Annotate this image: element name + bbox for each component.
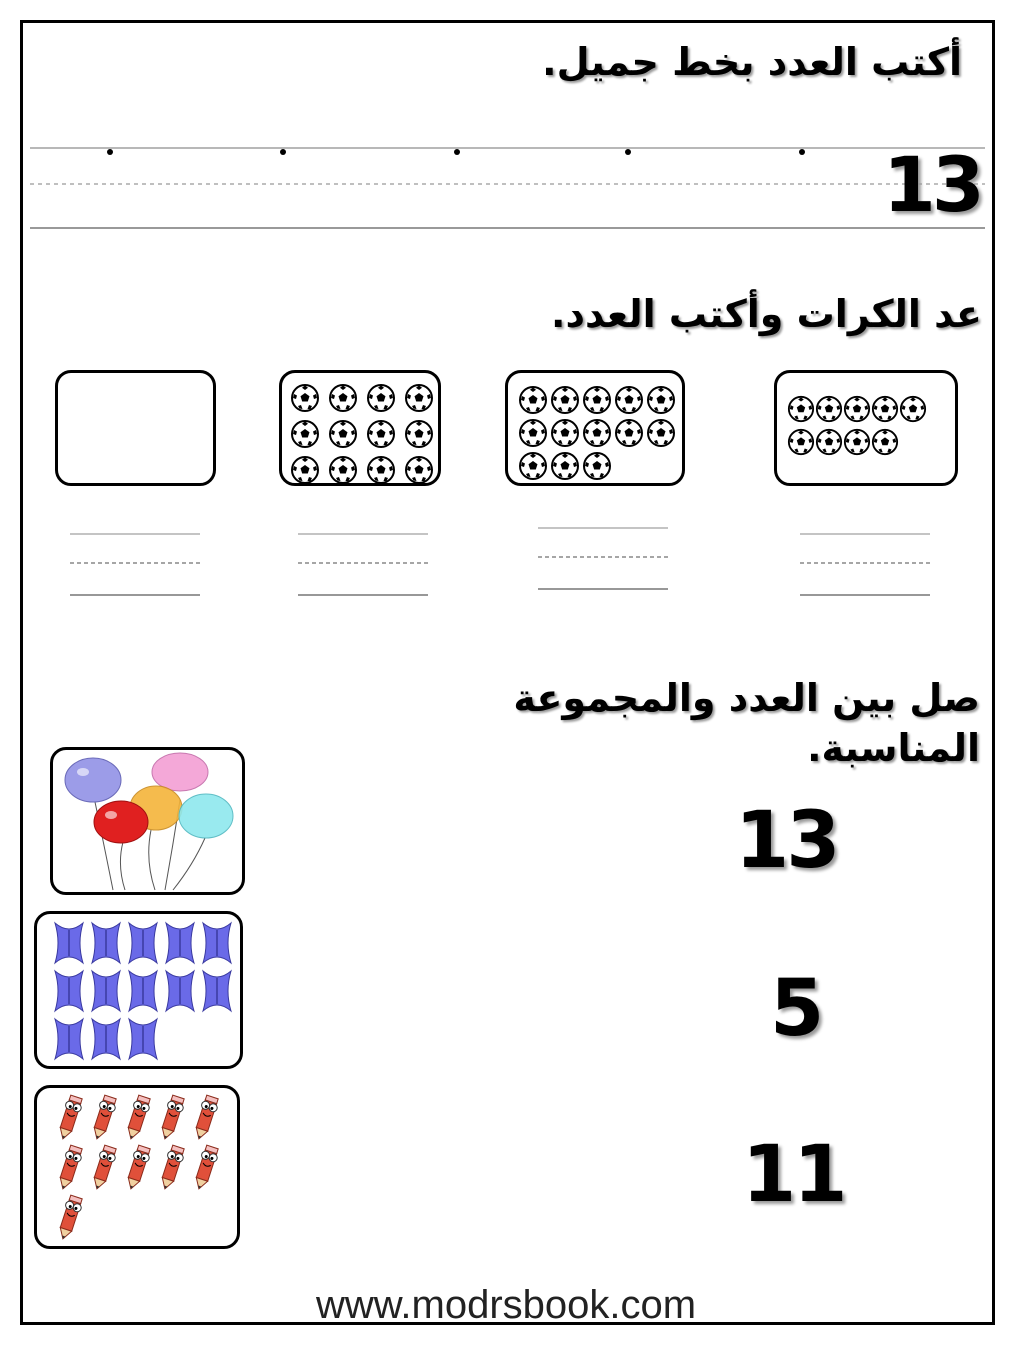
soccer-ball-icon	[815, 428, 843, 460]
website-footer: www.modrsbook.com	[315, 1283, 697, 1327]
pencils-group-box[interactable]	[34, 1085, 240, 1249]
pencil-icon	[189, 1092, 223, 1146]
bow-icon	[125, 920, 161, 970]
soccer-ball-icon	[328, 383, 358, 417]
soccer-ball-icon	[815, 395, 843, 427]
section2-title: عد الكرات وأكتب العدد.	[551, 292, 982, 336]
pencil-icon	[155, 1142, 189, 1196]
bow-icon	[125, 968, 161, 1018]
ball-group-box	[279, 370, 441, 486]
pencil-icon	[87, 1142, 121, 1196]
soccer-ball-icon	[404, 419, 434, 453]
soccer-ball-icon	[550, 418, 580, 452]
soccer-ball-icon	[614, 385, 644, 419]
answer-writing-lines[interactable]	[70, 528, 200, 598]
bow-icon	[51, 968, 87, 1018]
soccer-ball-icon	[290, 419, 320, 453]
pencil-icon	[155, 1092, 189, 1146]
bow-icon	[88, 1016, 124, 1066]
pencil-icon	[189, 1142, 223, 1196]
soccer-ball-icon	[518, 418, 548, 452]
soccer-ball-icon	[366, 419, 396, 453]
pencil-icon	[53, 1092, 87, 1146]
pencil-icon	[53, 1142, 87, 1196]
soccer-ball-icon	[646, 418, 676, 452]
bow-icon	[199, 920, 235, 970]
soccer-ball-icon	[366, 455, 396, 489]
match-number-1[interactable]: 13	[735, 796, 838, 886]
soccer-ball-icon	[787, 428, 815, 460]
bow-icon	[162, 968, 198, 1018]
soccer-ball-icon	[404, 455, 434, 489]
bow-icon	[162, 920, 198, 970]
bow-icon	[125, 1016, 161, 1066]
answer-writing-lines[interactable]	[298, 528, 428, 598]
soccer-ball-icon	[843, 395, 871, 427]
balloons-group-box[interactable]	[50, 747, 245, 895]
bow-icon	[51, 1016, 87, 1066]
bow-icon	[199, 968, 235, 1018]
balloon-icon	[53, 750, 242, 892]
pencil-icon	[121, 1092, 155, 1146]
soccer-ball-icon	[518, 451, 548, 485]
soccer-ball-icon	[899, 395, 927, 427]
pencil-icon	[121, 1142, 155, 1196]
soccer-ball-icon	[582, 385, 612, 419]
empty-answer-box[interactable]	[55, 370, 216, 486]
soccer-ball-icon	[582, 418, 612, 452]
soccer-ball-icon	[550, 451, 580, 485]
soccer-ball-icon	[550, 385, 580, 419]
soccer-ball-icon	[871, 428, 899, 460]
soccer-ball-icon	[871, 395, 899, 427]
section1-title: أكتب العدد بخط جميل.	[542, 40, 962, 84]
bow-icon	[88, 920, 124, 970]
soccer-ball-icon	[290, 383, 320, 417]
section3-title-line2: المناسبة.	[807, 726, 980, 770]
bow-icon	[51, 920, 87, 970]
pencil-icon	[87, 1092, 121, 1146]
soccer-ball-icon	[614, 418, 644, 452]
answer-writing-lines[interactable]	[538, 522, 668, 592]
soccer-ball-icon	[518, 385, 548, 419]
soccer-ball-icon	[787, 395, 815, 427]
bows-group-box[interactable]	[34, 911, 243, 1069]
pencil-icon	[53, 1192, 87, 1246]
bow-icon	[88, 968, 124, 1018]
soccer-ball-icon	[582, 451, 612, 485]
soccer-ball-icon	[328, 419, 358, 453]
section3-title-line1: صل بين العدد والمجموعة	[513, 676, 980, 720]
soccer-ball-icon	[843, 428, 871, 460]
soccer-ball-icon	[328, 455, 358, 489]
model-number: 13	[883, 140, 981, 229]
soccer-ball-icon	[366, 383, 396, 417]
soccer-ball-icon	[404, 383, 434, 417]
match-number-3[interactable]: 11	[742, 1130, 845, 1220]
tracing-lines	[30, 140, 985, 235]
match-number-2[interactable]: 5	[770, 964, 825, 1054]
ball-group-box	[774, 370, 958, 486]
soccer-ball-icon	[646, 385, 676, 419]
answer-writing-lines[interactable]	[800, 528, 930, 598]
ball-group-box	[505, 370, 685, 486]
soccer-ball-icon	[290, 455, 320, 489]
